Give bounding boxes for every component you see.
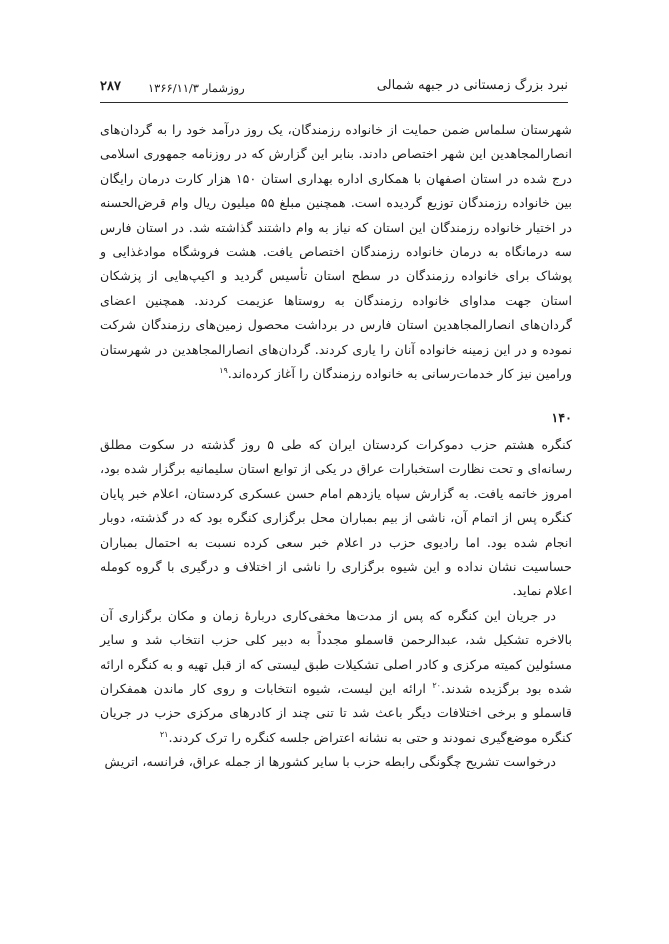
footnote-ref: ۲۱ [159, 729, 169, 739]
date-label: روزشمار ۱۳۶۶/۱۱/۳ [148, 81, 245, 95]
paragraph-congress: کنگره هشتم حزب دموکرات کردستان ایران که طی ۵ روز گذشته در سکوت مطلق رسانه‌ای و تحت نظارت استخبارات عراق در یکی از توابع استان سلیمانیه برگزار شده بود، امروز خاتمه یافت. به گزارش سپاه یازدهم امام حسن عسکری کردستان، اعلام خبر پایان کنگره پس از اتمام آن، ناشی از بیم بمباران محل برگزاری کنگره بود که در گذشته، دوبار انجام شده بود. اما رادیوی حزب در اعلام خبر سعی کرده نسبت به احتمال بمباران حساسیت نشان نداده و این شیوه برگزاری را ناشی از اختلاف و درگیری با گروه کومله اعلام نماید. [100, 436, 573, 599]
page-number: ۲۸۷ [100, 79, 121, 94]
running-title: نبرد بزرگ زمستانی در جبهه شمالی [376, 78, 568, 93]
paragraph-continued [100, 118, 572, 386]
page-body [100, 118, 572, 775]
running-header [100, 78, 568, 103]
paragraph-text: ارائه این لیست، شیوه انتخابات و روی کار ماندن همفکران قاسملو و برخی اختلافات دیگر باعث شد تا تنی چند از کادرهای مرکزی حزب در جریان کنگره موضع‌گیری نمودند و حتی به نشانه اعتراض جلسه کنگره را ترک کردند. [100, 680, 572, 745]
paragraph-text: در جریان این کنگره که پس از مدت‌ها مخفی‌کاری دربارهٔ زمان و مکان برگزاری آن بالاخره تشکیل شد، عبدالرحمن قاسملو مجدداً به دبیر کلی حزب انتخاب شد و سایر مسئولین کمیته مرکزی و کادر اصلی تشکیلات طبق لیستی که از قبل تهیه و به کنگره ارائه شده بود برگزیده شدند. [100, 607, 572, 696]
section-number: ۱۴۰ [551, 410, 572, 426]
paragraph-congress-details [100, 604, 572, 750]
footnote-ref: ۲۰ [432, 680, 441, 690]
paragraph-text: شهرستان سلماس ضمن حمایت از خانواده رزمندگان، یک روز درآمد خود را به گردان‌های انصارالمجاهدین این شهر اختصاص دادند. بنابر این گزارش که در روزنامه جمهوری اسلامی درج شده در استان اصفهان با همکاری اداره بهداری استان ۱۵۰ هزار کارت درمان رایگان بین خانواده رزمندگان توزیع گردیده است. همچنین مبلغ ۵۵ میلیون ریال وام قرض‌الحسنه در اختیار خانواده رزمندگان این استان که نیاز به وام داشتند گذاشته شد. در استان فارس سه درمانگاه به درمان خانواده رزمندگان اختصاص یافت. هشت فروشگاه موادغذایی و پوشاک برای خانواده رزمندگان در سطح استان تأسیس گردید و اکیپ‌هایی از پزشکان استان جهت مداوای خانواده رزمندگان به روستاها عزیمت کردند. همچنین اعضای گردان‌های انصارالمجاهدین استان فارس در برداشت محصول زمین‌های رزمندگان شرکت نموده و در این زمینه خانواده آنان را یاری کردند. گردان‌های انصارالمجاهدین در شهرستان ورامین نیز کار خدمات‌رسانی به خانواده رزمندگان را آغاز کرده‌اند. [100, 122, 572, 382]
paragraph-request: درخواست تشریح چگونگی رابطه حزب با سایر کشورها از جمله عراق، فرانسه، اتریش [104, 754, 556, 770]
footnote-ref: ۱۹ [219, 365, 228, 375]
